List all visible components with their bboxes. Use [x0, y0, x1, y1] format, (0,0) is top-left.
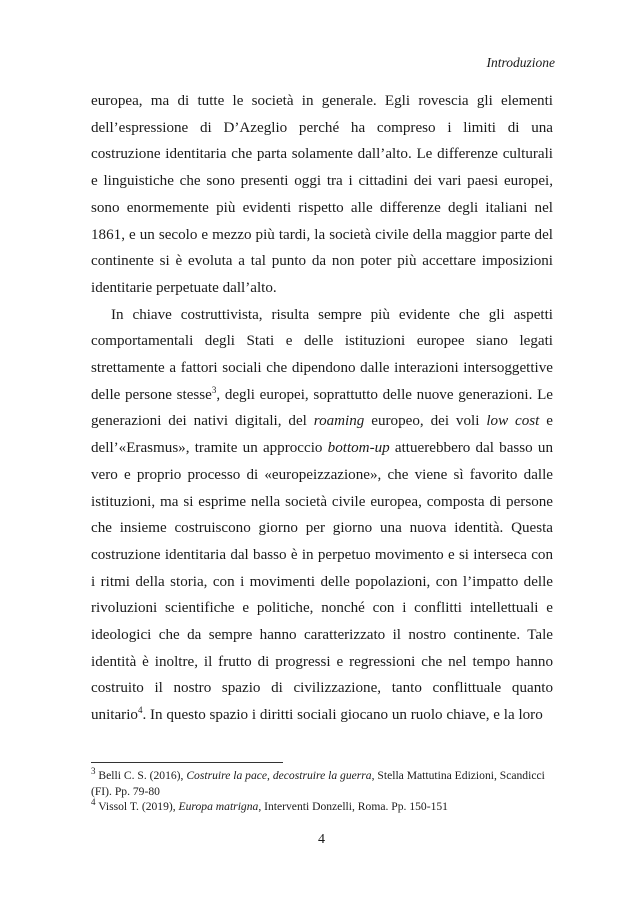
running-header: Introduzione [486, 55, 555, 70]
footnote-ref-4[interactable]: 4 [137, 705, 143, 716]
footnote-title: Europa matrigna [178, 800, 259, 813]
footnote-title: Costruire la pace, decostruire la guerra [186, 769, 372, 782]
page-number: 4 [318, 832, 325, 847]
footnotes [91, 768, 553, 815]
footnote-number: 4 [91, 797, 96, 808]
footnote-text-pre: Vissol T. (2019), [95, 800, 179, 813]
footnote-4 [91, 799, 553, 815]
footnote-3 [91, 768, 553, 799]
footnote-text-pre: Belli C. S. (2016), [95, 769, 187, 782]
paragraph-2-text-1: In chiave costruttivista, risulta sempre più evidente che gli aspetti comportamentali degli Stati e delle istituzioni europee siano legati strettamente a fattori sociali che dipendono dalle interazioni intersoggettive delle persone stesse [91, 306, 553, 403]
paragraph-2-text-3: europeo, dei voli [364, 413, 487, 430]
footnote-text-post: , Stella Mattutina Edizioni, Scandicci (FI). Pp. 79-80 [91, 769, 545, 798]
body-text [91, 88, 553, 729]
footnote-number: 3 [91, 766, 96, 777]
term-bottom-up: bottom-up [327, 440, 390, 457]
footnote-text-post: , Interventi Donzelli, Roma. Pp. 150-151 [258, 800, 448, 813]
paragraph-2-text-5: attuerebbero dal basso un vero e proprio processo di «europeizzazione», che viene sì favorito dalle istituzioni, ma si esprime nella società civile europea, composta di persone che insieme costruiscono giorno per giorno una nuova identità. Questa costruzione identitaria dal basso è in perpetuo movimento e si interseca con i ritmi della storia, con i movimenti delle popolazioni, con l’impatto delle rivoluzioni scientifiche e politiche, nonché con i conflitti intellettuali e ideologici che da sempre hanno caratterizzato il nostro continente. Tale identità è inoltre, il frutto di progressi e regressioni che nel tempo hanno costruito il nostro spazio di civilizzazione, tanto conflittuale quanto unitario [91, 440, 554, 724]
footnote-separator [91, 762, 283, 763]
paragraph-2-text-2: , degli europei, soprattutto delle nuove generazioni. Le generazioni dei nativi digitali, del [91, 386, 553, 430]
term-low-cost: low cost [486, 413, 540, 430]
footnote-ref-3[interactable]: 3 [211, 384, 217, 395]
term-roaming: roaming [313, 413, 365, 430]
paragraph-2-text-4: e dell’«Erasmus», tramite un approccio [91, 413, 553, 457]
paragraph-2 [91, 302, 553, 729]
paragraph-2-text-6: . In questo spazio i diritti sociali giocano un ruolo chiave, e la loro [142, 707, 543, 724]
paragraph-1-text: europea, ma di tutte le società in generale. Egli rovescia gli elementi dell’espressione di D’Azeglio perché ha compreso i limiti di una costruzione identitaria che parta solamente dall’alto. Le differenze culturali e linguistiche che sono presenti oggi tra i cittadini dei vari paesi europei, sono enormemente più evidenti rispetto alle differenze degli italiani nel 1861, e un secolo e mezzo più tardi, la società civile della maggior parte del continente si è evoluta a tal punto da non poter più accettare imposizioni identitarie perpetuate dall’alto. [91, 93, 553, 296]
paragraph-1 [91, 88, 553, 302]
